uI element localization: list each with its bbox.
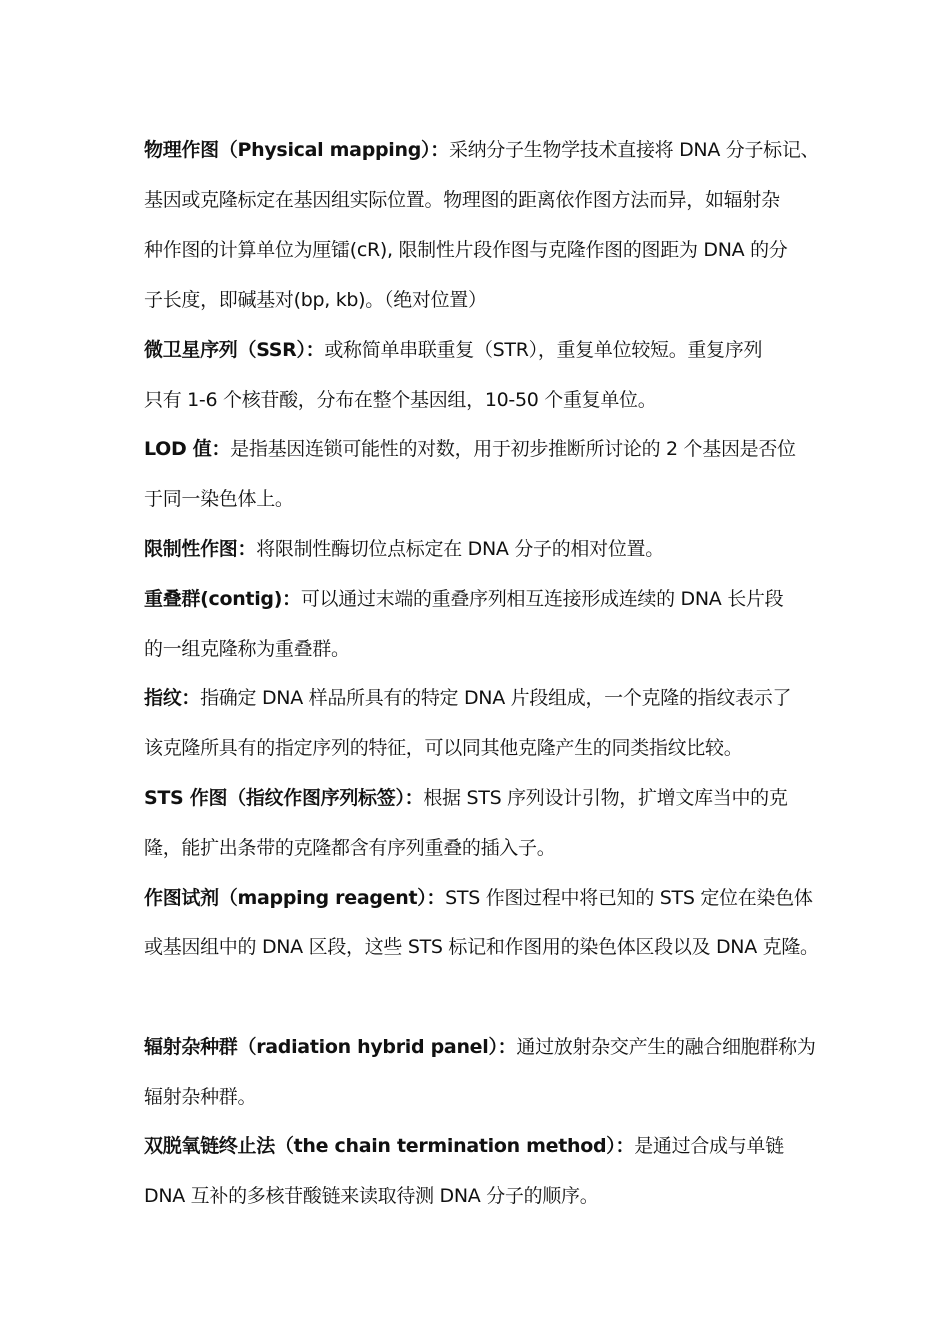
definition-line	[144, 785, 788, 811]
definition-line: 于同一染色体上。	[144, 488, 294, 510]
definition-line	[144, 586, 783, 612]
definition-line	[144, 137, 819, 163]
term-label: 物理作图（Physical mapping）：	[144, 139, 449, 161]
definition-text: 可以通过末端的重叠序列相互连接形成连续的 DNA 长片段	[300, 588, 784, 610]
definition-line: DNA 互补的多核苷酸链来读取待测 DNA 分子的顺序。	[144, 1185, 599, 1207]
definition-text: 或称简单串联重复（STR），重复单位较短。重复序列	[324, 339, 763, 361]
definition-line	[144, 1133, 784, 1159]
definition-line: 隆，能扩出条带的克隆都含有序列重叠的插入子。	[144, 837, 556, 859]
term-label: 重叠群(contig)：	[144, 588, 301, 610]
definition-text: 通过放射杂交产生的融合细胞群称为	[516, 1036, 816, 1058]
definition-line: 或基因组中的 DNA 区段，这些 STS 标记和作图用的染色体区段以及 DNA 克隆。	[144, 936, 819, 958]
term-label: 辐射杂种群（radiation hybrid panel）：	[144, 1036, 517, 1058]
term-label: 指纹：	[144, 687, 201, 709]
term-label: 作图试剂（mapping reagent）：	[144, 887, 446, 909]
term-label: 双脱氧链终止法（the chain termination method）：	[144, 1135, 635, 1157]
definition-text: 指确定 DNA 样品所具有的特定 DNA 片段组成，一个克隆的指纹表示了	[200, 687, 792, 709]
definition-line: 该克隆所具有的指定序列的特征，可以同其他克隆产生的同类指纹比较。	[144, 737, 743, 759]
definition-line	[144, 1034, 816, 1060]
definition-line: 的一组克隆称为重叠群。	[144, 638, 350, 660]
term-label: STS 作图（指纹作图序列标签）：	[144, 787, 424, 809]
term-label: 限制性作图：	[144, 538, 257, 560]
term-label: 微卫星序列（SSR）：	[144, 339, 325, 361]
definition-text: 是通过合成与单链	[634, 1135, 784, 1157]
definition-line: 辐射杂种群。	[144, 1086, 257, 1108]
definition-line: 只有 1-6 个核苷酸，分布在整个基因组，10-50 个重复单位。	[144, 389, 657, 411]
term-label: LOD 值：	[144, 438, 231, 460]
definition-text: STS 作图过程中将已知的 STS 定位在染色体	[445, 887, 813, 909]
definition-line	[144, 885, 813, 911]
definition-line	[144, 436, 796, 462]
definition-text: 采纳分子生物学技术直接将 DNA 分子标记、	[448, 139, 820, 161]
definition-text: 根据 STS 序列设计引物，扩增文库当中的克	[423, 787, 788, 809]
definition-text: 是指基因连锁可能性的对数，用于初步推断所讨论的 2 个基因是否位	[230, 438, 796, 460]
definition-text: 将限制性酶切位点标定在 DNA 分子的相对位置。	[256, 538, 664, 560]
definition-line: 种作图的计算单位为厘镭(cR), 限制性片段作图与克隆作图的图距为 DNA 的分	[144, 239, 788, 261]
definition-line: 基因或克隆标定在基因组实际位置。物理图的距离依作图方法而异，如辐射杂	[144, 189, 780, 211]
definition-line	[144, 337, 762, 363]
definition-line: 子长度，即碱基对(bp, kb)。（绝对位置）	[144, 289, 487, 311]
definition-line	[144, 536, 664, 562]
definition-line	[144, 685, 791, 711]
